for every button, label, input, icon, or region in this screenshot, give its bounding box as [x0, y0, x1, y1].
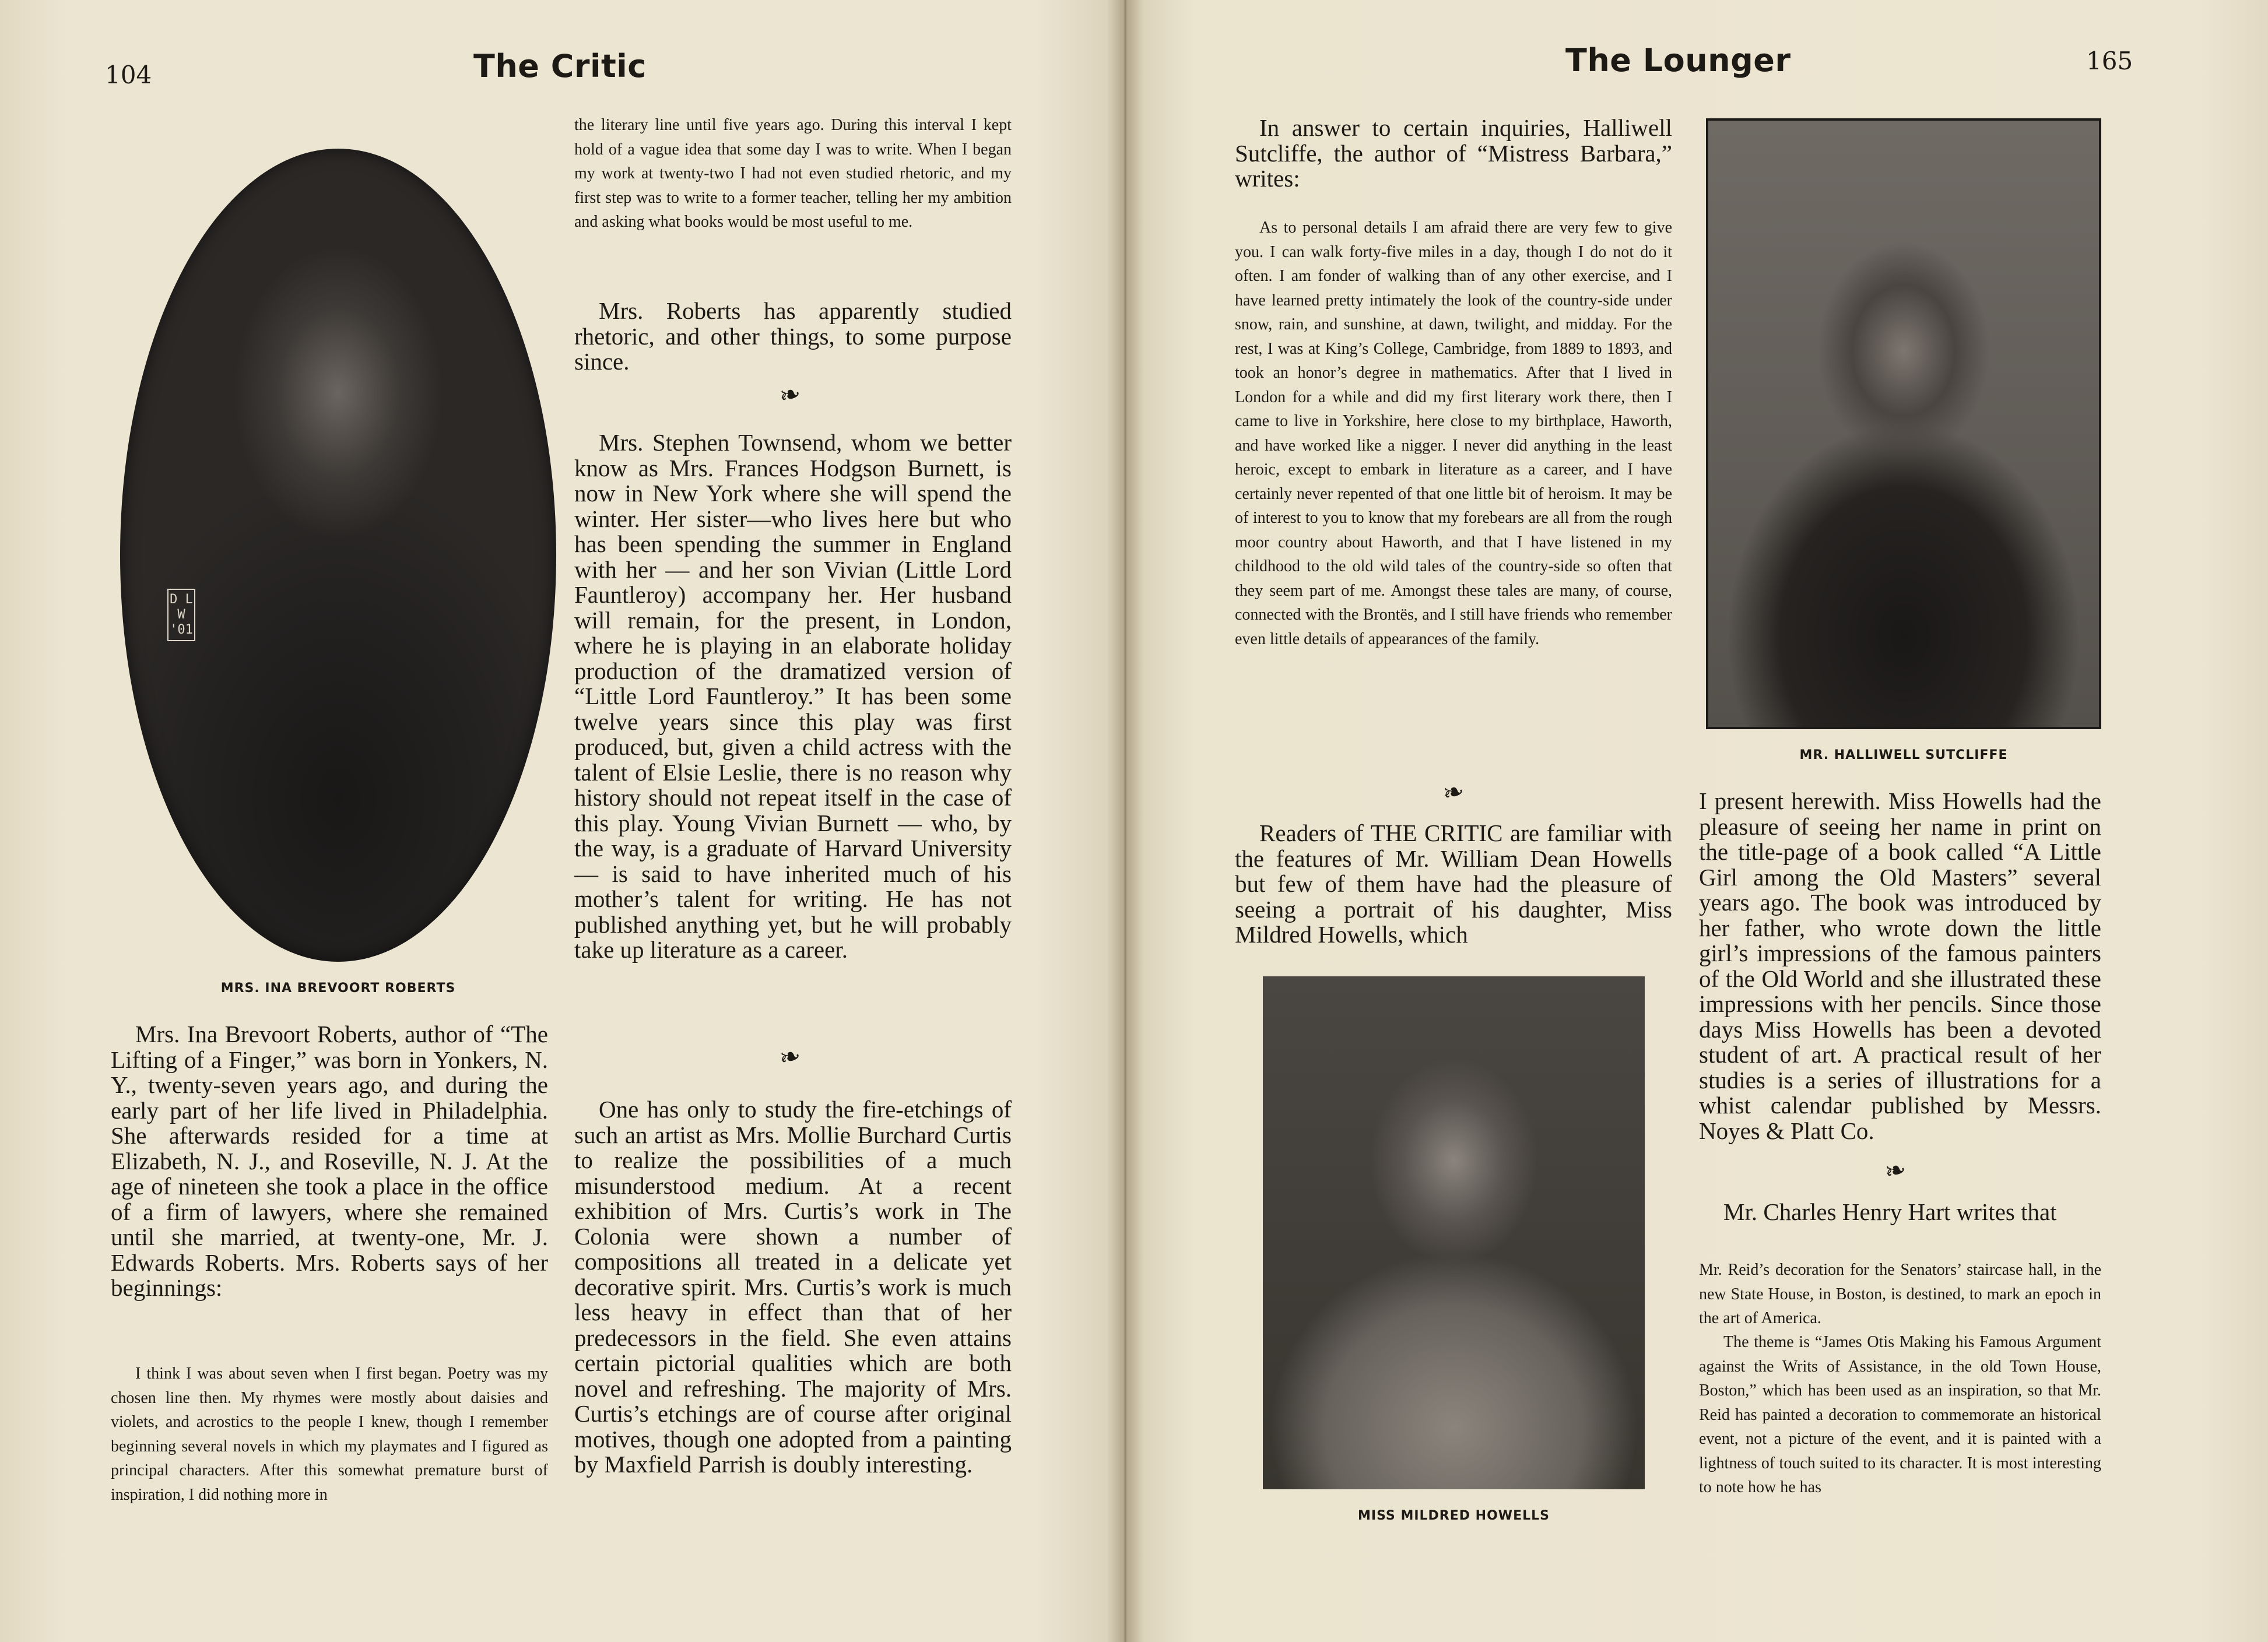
portrait-ina-brevoort-roberts: [120, 149, 556, 962]
paragraph-curtis-etchings: One has only to study the fire-etchings of such an artist as Mrs. Mollie Burchard Curtis to realize the possibilities of a much misunderstood medium. At a recent exhibition of Mrs. Curtis’s work in The Colonia were shown a number of compositions all treated in a delicate yet decorative spirit. Mrs. Curtis’s work is much less heavy in effect than that of her predecessors in the field. She even attains certain pictorial qualities which are both novel and refreshing. The majority of Mrs. Curtis’s etchings are of course after original motives, though one adopted from a painting by Maxfield Parrish is doubly interesting.: [574, 1096, 1012, 1478]
left-page: [0, 0, 1125, 1642]
caption-mildred-howells: MISS MILDRED HOWELLS: [1358, 1509, 1550, 1523]
quote-hart-theme: The theme is “James Otis Making his Famous Argument against the Writs of Assistance, in the old Town House, Boston,” which has been used as an inspiration, so that Mr. Reid has painted a decoration to commemorate an historical event, not a picture of the event, and it is painted with a lightness of touch suited to its character. It is most interesting to note how he has: [1699, 1333, 2101, 1496]
fleuron-ornament: ❧: [1881, 1154, 1909, 1188]
paragraph-roberts-rhetoric: Mrs. Roberts has apparently studied rhetoric, and other things, to some purpose since.: [574, 297, 1012, 375]
paragraph-roberts-bio: Mrs. Ina Brevoort Roberts, author of “The Lifting of a Finger,” was born in Yonkers, N. Y., twenty-seven years ago, and during the early part of her life lived in Philadelphia. She afterwards resided for a time at Elizabeth, N. J., and Roseville, N. J. At the age of nineteen she took a place in the office of a firm of lawyers, where she remained until she married, at twenty-one, Mr. J. Edwards Roberts. Mrs. Roberts says of her beginnings:: [111, 1021, 548, 1301]
left-folio: 104: [105, 61, 152, 89]
paragraph-burnett: Mrs. Stephen Townsend, whom we better know as Mrs. Frances Hodgson Burnett, is now in New York where she will spend the winter. Her sister—who lives here but who has been spending the summer in England with her — and her son Vivian (Little Lord Fauntleroy) accompany her. Her husband will remain, for the present, in London, where he is playing in an elaborate holiday production of the dramatized version of “Little Lord Fauntleroy.” It has been some twelve years since this play was first produced, but, given a child actress with the talent of Elsie Leslie, there is no reason why history should not repeat itself in the case of this play. Young Vivian Burnett — who, by the way, is a graduate of Harvard University — is said to have inherited much of his mother’s talent for writing. He has not published anything yet, but he will probably take up literature as a career.: [574, 429, 1012, 963]
caption-ina-brevoort-roberts: MRS. INA BREVOORT ROBERTS: [220, 981, 456, 996]
left-running-title: The Critic: [473, 48, 647, 85]
right-page: [1125, 0, 2268, 1642]
quote-hart-reid: Mr. Reid’s decoration for the Senators’ staircase hall, in the new State House, in Boston, is destined, to mark an epoch in the art of America.: [1699, 1261, 2101, 1327]
caption-halliwell-sutcliffe: MR. HALLIWELL SUTCLIFFE: [1799, 748, 2008, 762]
fleuron-ornament: ❧: [776, 1040, 804, 1074]
portrait-mildred-howells: [1263, 976, 1645, 1489]
quote-roberts-beginnings: I think I was about seven when I first began. Poetry was my chosen line then. My rhymes were mostly about daisies and violets, and acrostics to the people I knew, though I remember beginning several novels in which my playmates and I figured as principal characters. After this somewhat premature burst of inspiration, I did nothing more in: [111, 1365, 548, 1504]
book-gutter: [1107, 0, 1144, 1642]
right-folio: 165: [2086, 47, 2133, 75]
fleuron-ornament: ❧: [776, 378, 804, 412]
right-running-title: The Lounger: [1565, 42, 1791, 79]
quote-roberts-continued: the literary line until five years ago. During this interval I kept hold of a vague idea that some day I was to write. When I began my work at twenty-two I had not even studied rhetoric, and my first step was to write to a former teacher, telling her my ambition and asking what books would be most useful to me.: [574, 116, 1012, 231]
paragraph-sutcliffe-intro: In answer to certain inquiries, Halliwell Sutcliffe, the author of “Mistress Barbara,” writes:: [1235, 114, 1672, 192]
fleuron-ornament: ❧: [1440, 775, 1467, 810]
paragraph-hart-intro: Mr. Charles Henry Hart writes that: [1723, 1198, 2057, 1225]
paragraph-howells-continued: I present herewith. Miss Howells had the pleasure of seeing her name in print on the title-page of a book called “A Little Girl among the Old Masters” several years ago. The book was introduced by her father, who wrote down the little girl’s impressions of the famous painters of the Old World and she illustrated these impressions with her pencils. Since those days Miss Howells has been a devoted student of art. A practical result of her studies is a series of illustrations for a whist calendar published by Messrs. Noyes & Platt Co.: [1699, 787, 2101, 1144]
artist-monogram: D L W '01: [167, 589, 195, 641]
quote-sutcliffe: As to personal details I am afraid there are very few to give you. I can walk forty-five miles in a day, though I do not do it often. I am fonder of walking than of any other exercise, and I have learned pretty intimately the look of the country-side under snow, rain, and sunshine, at dawn, twilight, and midday. For the rest, I was at King’s College, Cambridge, from 1889 to 1893, and took an honor’s degree in mathematics. After that I lived in London for a while and did my first literary work there, then I came to live in Yorkshire, here close to my birthplace, Haworth, and have worked like a nigger. I never did anything in the least heroic, except to embark in literature as a career, and I have certainly never repented of that one little bit of heroism. It may be of interest to you to know that my forebears are all from the rough moor country about Haworth, and that I have listened in my childhood to the old wild tales of the country-side so often that they seem part of me. Amongst these tales are many, of course, connected with the Brontës, and I still have friends who remember even little details of appearances of the family.: [1235, 219, 1672, 648]
paragraph-howells-intro: Readers of THE CRITIC are familiar with the features of Mr. William Dean Howells but few of them have had the pleasure of seeing a portrait of his daughter, Miss Mildred Howells, which: [1235, 820, 1672, 948]
portrait-halliwell-sutcliffe: [1706, 118, 2101, 729]
